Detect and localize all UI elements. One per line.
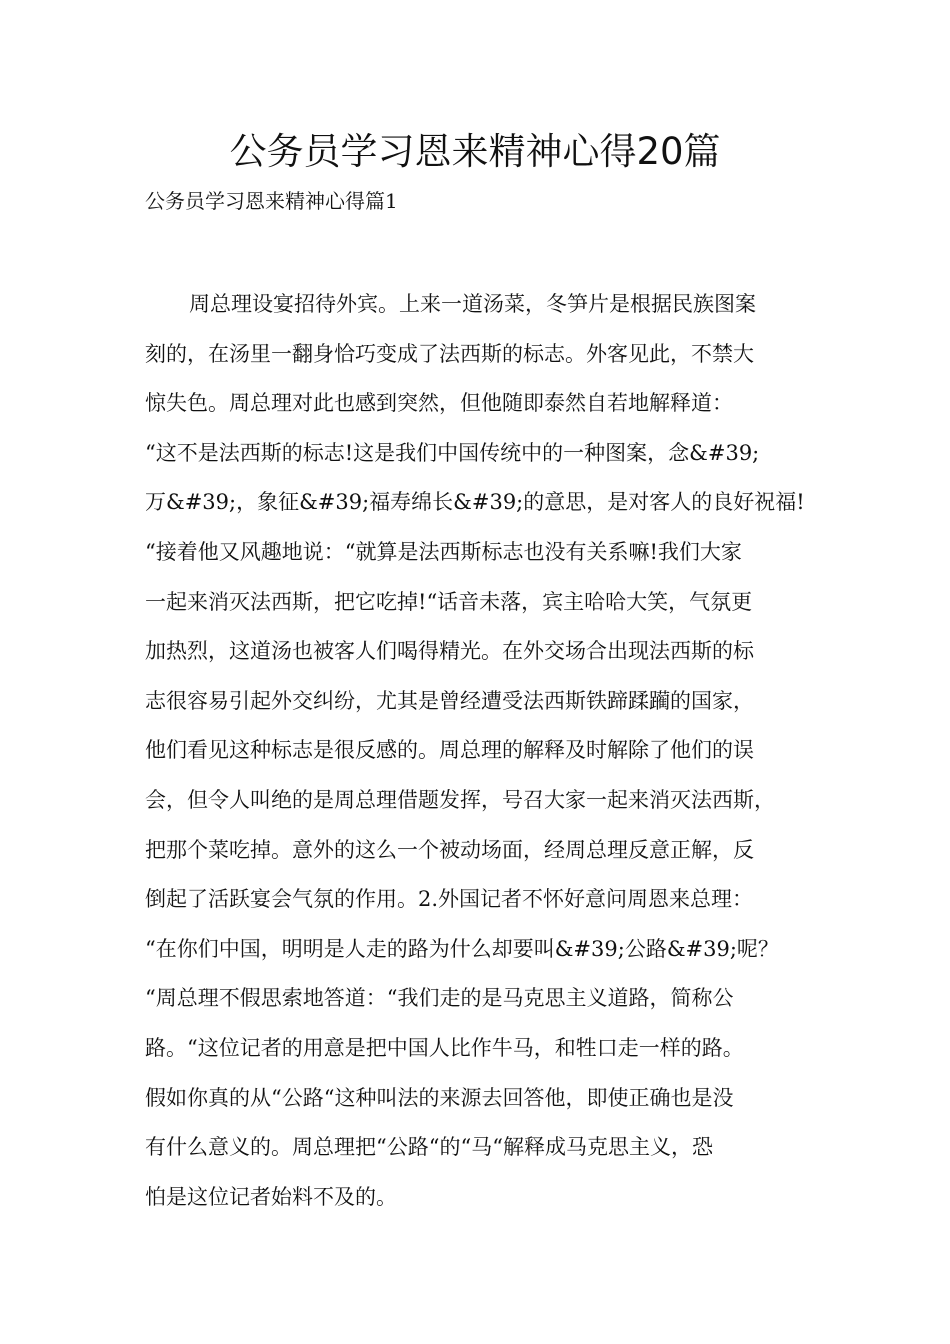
text-line: 志很容易引起外交纠纷，尤其是曾经遭受法西斯铁蹄蹂躏的国家， (145, 688, 754, 713)
text-line: 惊失色。周总理对此也感到突然，但他随即泰然自若地解释道： (145, 391, 733, 416)
body-paragraph (145, 286, 810, 1228)
text-line: 假如你真的从“公路“这种叫法的来源去回答他，即使正确也是没 (145, 1085, 734, 1110)
text-line: “在你们中国，明明是人走的路为什么却要叫&#39;公路&#39;呢？ (145, 936, 779, 961)
text-line: 会，但令人叫绝的是周总理借题发挥，号召大家一起来消灭法西斯， (145, 787, 775, 812)
text-line: 倒起了活跃宴会气氛的作用。2.外国记者不怀好意问周恩来总理： (145, 887, 754, 912)
text-line: “这不是法西斯的标志!这是我们中国传统中的一种图案，念&#39; (145, 440, 760, 465)
document-title: 公务员学习恩来精神心得20篇 (229, 130, 721, 173)
text-line: 刻的，在汤里一翻身恰巧变成了法西斯的标志。外客见此，不禁大 (145, 341, 754, 366)
text-line: 他们看见这种标志是很反感的。周总理的解释及时解除了他们的误 (145, 738, 754, 763)
text-line: 把那个菜吃掉。意外的这么一个被动场面，经周总理反意正解，反 (145, 837, 754, 862)
text-line: 一起来消灭法西斯，把它吃掉!“话音未落，宾主哈哈大笑，气氛更 (145, 589, 753, 614)
text-line: “接着他又风趣地说：“就算是法西斯标志也没有关系嘛!我们大家 (145, 539, 742, 564)
text-line: 路。“这位记者的用意是把中国人比作牛马，和牲口走一样的路。 (145, 1035, 744, 1060)
text-line: 加热烈，这道汤也被客人们喝得精光。在外交场合出现法西斯的标 (145, 639, 754, 664)
text-line: 周总理设宴招待外宾。上来一道汤菜，冬笋片是根据民族图案 (189, 292, 756, 316)
text-line: 万&#39;，象征&#39;福寿绵长&#39;的意思，是对客人的良好祝福! (145, 490, 805, 515)
text-line: 有什么意义的。周总理把“公路“的“马“解释成马克思主义，恐 (145, 1135, 713, 1160)
text-line: “周总理不假思索地答道：“我们走的是马克思主义道路，简称公 (145, 986, 734, 1011)
text-line: 怕是这位记者始料不及的。 (145, 1184, 397, 1209)
section-heading: 公务员学习恩来精神心得篇1 (145, 189, 398, 213)
